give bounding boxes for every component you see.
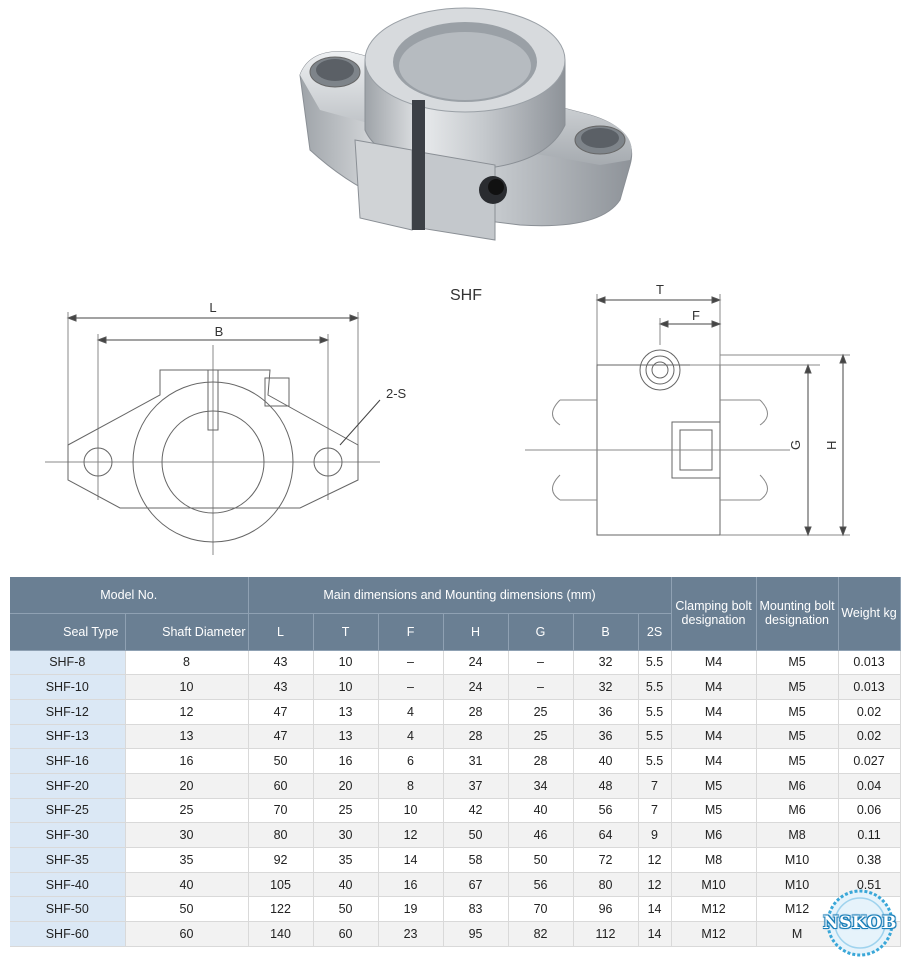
cell-h: 24 (443, 675, 508, 700)
cell-mounting-bolt: M8 (756, 823, 838, 848)
table-row (10, 675, 900, 700)
cell-shaft-diameter: 16 (125, 749, 248, 774)
header-2s: 2S (638, 613, 671, 650)
cell-mounting-bolt: M (756, 922, 838, 947)
cell-f: 23 (378, 922, 443, 947)
cell-f: 6 (378, 749, 443, 774)
dim-label-t: T (656, 282, 664, 297)
cell-f: – (378, 650, 443, 675)
cell-l: 47 (248, 724, 313, 749)
cell-weight: 0.38 (838, 848, 900, 873)
cell-shaft-diameter: 50 (125, 897, 248, 922)
table-row (10, 699, 900, 724)
cell-clamping-bolt: M4 (671, 699, 756, 724)
cell-l: 70 (248, 798, 313, 823)
cell-l: 50 (248, 749, 313, 774)
cell-h: 24 (443, 650, 508, 675)
cell-h: 28 (443, 724, 508, 749)
cell-l: 43 (248, 650, 313, 675)
table-row (10, 798, 900, 823)
watermark-logo (812, 888, 908, 958)
header-weight: Weight kg (838, 577, 900, 650)
cell-mounting-bolt: M10 (756, 872, 838, 897)
cell-seal-type: SHF-40 (10, 872, 125, 897)
header-clamping-bolt: Clamping bolt designation (671, 577, 756, 650)
cell-mounting-bolt: M5 (756, 699, 838, 724)
cell-f: 12 (378, 823, 443, 848)
cell-seal-type: SHF-8 (10, 650, 125, 675)
cell-2s: 5.5 (638, 749, 671, 774)
header-g: G (508, 613, 573, 650)
cell-clamping-bolt: M10 (671, 872, 756, 897)
cell-clamping-bolt: M5 (671, 773, 756, 798)
cell-seal-type: SHF-25 (10, 798, 125, 823)
cell-g: 46 (508, 823, 573, 848)
table-row (10, 848, 900, 873)
cell-t: 16 (313, 749, 378, 774)
cell-l: 92 (248, 848, 313, 873)
cell-b: 56 (573, 798, 638, 823)
cell-f: – (378, 675, 443, 700)
cell-seal-type: SHF-12 (10, 699, 125, 724)
cell-b: 96 (573, 897, 638, 922)
cell-f: 14 (378, 848, 443, 873)
cell-g: – (508, 650, 573, 675)
dim-label-h: H (824, 440, 839, 450)
cell-g: 25 (508, 724, 573, 749)
cell-weight: 0.027 (838, 749, 900, 774)
cell-2s: 14 (638, 897, 671, 922)
table-row (10, 773, 900, 798)
cell-l: 60 (248, 773, 313, 798)
cell-b: 80 (573, 872, 638, 897)
cell-g: 82 (508, 922, 573, 947)
cell-g: 28 (508, 749, 573, 774)
cell-t: 10 (313, 650, 378, 675)
cell-weight: 0.02 (838, 724, 900, 749)
header-mounting-bolt: Mounting bolt designation (756, 577, 838, 650)
dim-label-g: G (788, 439, 803, 450)
cell-clamping-bolt: M5 (671, 798, 756, 823)
dim-label-2s: 2-S (386, 386, 407, 401)
cell-h: 95 (443, 922, 508, 947)
cell-seal-type: SHF-13 (10, 724, 125, 749)
watermark-text: NSKOB (823, 913, 897, 933)
cell-clamping-bolt: M12 (671, 897, 756, 922)
cell-h: 58 (443, 848, 508, 873)
cell-g: 56 (508, 872, 573, 897)
cell-g: 70 (508, 897, 573, 922)
cell-mounting-bolt: M5 (756, 724, 838, 749)
cell-t: 13 (313, 724, 378, 749)
cell-shaft-diameter: 40 (125, 872, 248, 897)
header-f: F (378, 613, 443, 650)
technical-drawings (0, 270, 908, 575)
cell-seal-type: SHF-30 (10, 823, 125, 848)
cell-f: 4 (378, 724, 443, 749)
cell-shaft-diameter: 13 (125, 724, 248, 749)
cell-shaft-diameter: 25 (125, 798, 248, 823)
cell-h: 83 (443, 897, 508, 922)
dim-label-l: L (209, 300, 217, 315)
cell-2s: 7 (638, 798, 671, 823)
header-main-dimensions: Main dimensions and Mounting dimensions (mm) (248, 577, 671, 613)
header-model-no: Model No. (10, 577, 248, 613)
cell-mounting-bolt: M5 (756, 749, 838, 774)
cell-l: 105 (248, 872, 313, 897)
table-row (10, 872, 900, 897)
cell-seal-type: SHF-60 (10, 922, 125, 947)
cell-mounting-bolt: M12 (756, 897, 838, 922)
cell-2s: 9 (638, 823, 671, 848)
cell-clamping-bolt: M4 (671, 675, 756, 700)
model-title: SHF (450, 287, 482, 304)
cell-shaft-diameter: 30 (125, 823, 248, 848)
cell-f: 19 (378, 897, 443, 922)
cell-l: 80 (248, 823, 313, 848)
table-row (10, 724, 900, 749)
cell-t: 30 (313, 823, 378, 848)
cell-weight: 0.02 (838, 699, 900, 724)
cell-l: 43 (248, 675, 313, 700)
cell-2s: 5.5 (638, 650, 671, 675)
cell-b: 48 (573, 773, 638, 798)
spec-table-body (10, 650, 900, 946)
header-shaft-diameter: Shaft Diameter (125, 613, 248, 650)
cell-f: 8 (378, 773, 443, 798)
cell-2s: 5.5 (638, 699, 671, 724)
cell-f: 16 (378, 872, 443, 897)
cell-shaft-diameter: 12 (125, 699, 248, 724)
cell-mounting-bolt: M6 (756, 798, 838, 823)
cell-clamping-bolt: M8 (671, 848, 756, 873)
table-row (10, 823, 900, 848)
cell-weight: 0.06 (838, 798, 900, 823)
dim-label-b: B (214, 324, 224, 339)
cell-t: 25 (313, 798, 378, 823)
cell-g: 40 (508, 798, 573, 823)
cell-b: 36 (573, 724, 638, 749)
side-view-drawing (525, 294, 850, 535)
table-row (10, 650, 900, 675)
cell-2s: 5.5 (638, 675, 671, 700)
header-l: L (248, 613, 313, 650)
cell-mounting-bolt: M6 (756, 773, 838, 798)
cell-seal-type: SHF-10 (10, 675, 125, 700)
table-row (10, 749, 900, 774)
cell-seal-type: SHF-35 (10, 848, 125, 873)
cell-weight: 0.11 (838, 823, 900, 848)
cell-weight: 0.013 (838, 675, 900, 700)
cell-t: 60 (313, 922, 378, 947)
spec-table (10, 577, 901, 947)
cell-clamping-bolt: M4 (671, 650, 756, 675)
cell-shaft-diameter: 8 (125, 650, 248, 675)
cell-t: 35 (313, 848, 378, 873)
table-row (10, 922, 900, 947)
cell-b: 32 (573, 675, 638, 700)
header-t: T (313, 613, 378, 650)
cell-b: 40 (573, 749, 638, 774)
cell-g: – (508, 675, 573, 700)
cell-l: 140 (248, 922, 313, 947)
cell-h: 37 (443, 773, 508, 798)
cell-l: 47 (248, 699, 313, 724)
cell-weight: 0.51 (838, 872, 900, 897)
cell-2s: 12 (638, 872, 671, 897)
cell-2s: 14 (638, 922, 671, 947)
cell-t: 50 (313, 897, 378, 922)
cell-g: 34 (508, 773, 573, 798)
cell-h: 50 (443, 823, 508, 848)
cell-t: 10 (313, 675, 378, 700)
cell-2s: 12 (638, 848, 671, 873)
table-row (10, 897, 900, 922)
cell-t: 13 (313, 699, 378, 724)
cell-g: 50 (508, 848, 573, 873)
header-h: H (443, 613, 508, 650)
cell-h: 42 (443, 798, 508, 823)
product-photo (0, 0, 908, 270)
header-seal-type: Seal Type (10, 613, 125, 650)
cell-clamping-bolt: M4 (671, 749, 756, 774)
cell-b: 112 (573, 922, 638, 947)
cell-2s: 7 (638, 773, 671, 798)
cell-t: 20 (313, 773, 378, 798)
cell-clamping-bolt: M4 (671, 724, 756, 749)
cell-t: 40 (313, 872, 378, 897)
cell-shaft-diameter: 10 (125, 675, 248, 700)
cell-seal-type: SHF-50 (10, 897, 125, 922)
front-view-drawing (45, 312, 380, 555)
cell-mounting-bolt: M10 (756, 848, 838, 873)
cell-weight: 0.04 (838, 773, 900, 798)
cell-b: 32 (573, 650, 638, 675)
cell-2s: 5.5 (638, 724, 671, 749)
cell-b: 36 (573, 699, 638, 724)
cell-seal-type: SHF-16 (10, 749, 125, 774)
cell-b: 64 (573, 823, 638, 848)
cell-mounting-bolt: M5 (756, 675, 838, 700)
cell-h: 28 (443, 699, 508, 724)
cell-mounting-bolt: M5 (756, 650, 838, 675)
cell-f: 10 (378, 798, 443, 823)
header-b: B (573, 613, 638, 650)
cell-h: 31 (443, 749, 508, 774)
cell-h: 67 (443, 872, 508, 897)
cell-weight: 0.013 (838, 650, 900, 675)
cell-g: 25 (508, 699, 573, 724)
cell-seal-type: SHF-20 (10, 773, 125, 798)
cell-shaft-diameter: 35 (125, 848, 248, 873)
cell-f: 4 (378, 699, 443, 724)
cell-l: 122 (248, 897, 313, 922)
dim-label-f: F (692, 308, 700, 323)
cell-b: 72 (573, 848, 638, 873)
cell-shaft-diameter: 60 (125, 922, 248, 947)
cell-clamping-bolt: M6 (671, 823, 756, 848)
cell-shaft-diameter: 20 (125, 773, 248, 798)
cell-clamping-bolt: M12 (671, 922, 756, 947)
